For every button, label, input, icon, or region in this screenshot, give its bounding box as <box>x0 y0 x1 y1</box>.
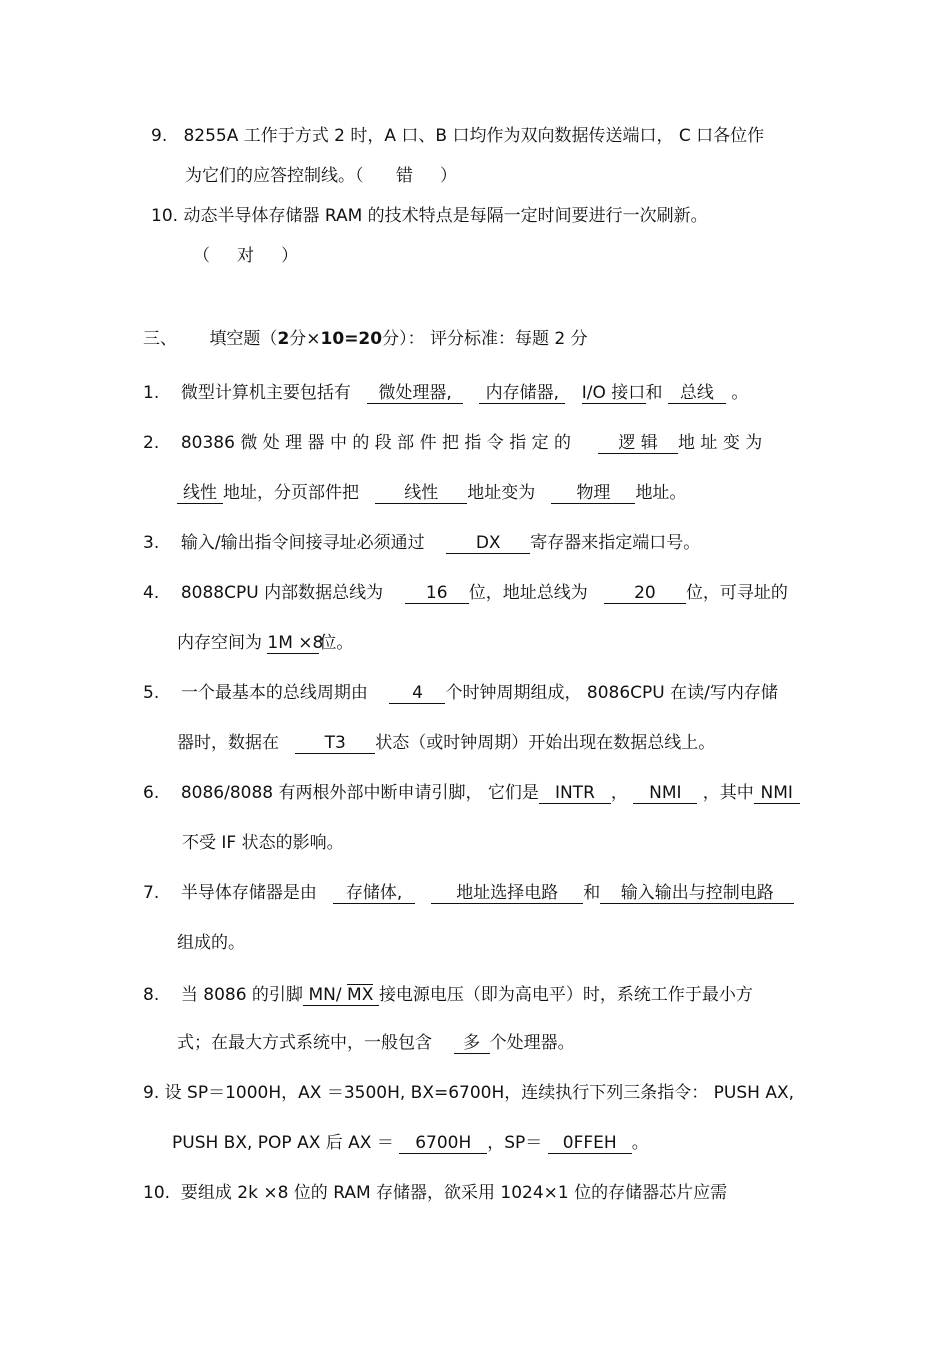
question-text: 位，地址总线为 <box>468 583 588 603</box>
fill-q7-line1 <box>143 882 794 904</box>
answer-blank: 内存储器, <box>479 383 565 404</box>
question-text: 和 <box>645 383 663 403</box>
tf-q9-line2 <box>185 165 457 187</box>
question-text: 位。 <box>319 633 354 653</box>
tf-q9-line1 <box>151 125 764 147</box>
question-number: 6. <box>143 783 160 803</box>
section-title: 分）： <box>382 329 425 349</box>
question-text: 式；在最大方式系统中，一般包含 <box>177 1033 432 1053</box>
fill-q4-line2 <box>177 632 353 654</box>
fill-q9-line1 <box>143 1082 794 1104</box>
question-text: 个处理器。 <box>489 1033 575 1053</box>
answer-blank: NMI <box>633 783 697 804</box>
answer-blank: 逻 辑 <box>598 433 678 454</box>
fill-q2-line1 <box>143 432 762 454</box>
question-text: 8088CPU 内部数据总线为 <box>180 583 384 603</box>
section-title: 分× <box>289 329 321 349</box>
question-text: 。 <box>631 1133 649 1153</box>
answer-blank: 总线 <box>668 383 726 404</box>
question-text: ， <box>610 783 628 803</box>
question-text: ，SP＝ <box>487 1133 543 1153</box>
answer-blank: 线性 <box>375 483 467 504</box>
fill-q6-line2 <box>182 832 344 854</box>
answer-blank: 地址选择电路 <box>431 883 583 904</box>
fill-q10-line1 <box>143 1182 727 1204</box>
question-text: 个时钟周期组成， 8086CPU 在读/写内存储 <box>445 683 778 703</box>
question-text: 一个最基本的总线周期由 <box>180 683 368 703</box>
question-number: 4. <box>143 583 160 603</box>
question-number: 10. <box>143 1183 171 1203</box>
question-text: 。 <box>731 383 749 403</box>
score: 2 <box>277 329 290 349</box>
question-text: ，其中 <box>702 783 754 803</box>
pin-mn: MN/ <box>308 985 348 1005</box>
question-text: 寄存器来指定端口号。 <box>530 533 701 553</box>
question-text: 和 <box>583 883 601 903</box>
fill-q7-line2 <box>177 932 245 954</box>
question-text: 微型计算机主要包括有 <box>180 383 351 403</box>
question-text: 8255A 工作于方式 2 时，A 口、B 口均作为双向数据传送端口， C 口各位作 <box>183 126 765 146</box>
question-text: 位，可寻址的 <box>685 583 788 603</box>
fill-q5-line1 <box>143 682 778 704</box>
question-number: 9. <box>143 1083 160 1103</box>
question-text: 设 SP＝1000H，AX ＝3500H, BX=6700H，连续执行下列三条指令： PUSH AX, <box>164 1083 795 1103</box>
fill-q1 <box>143 382 748 404</box>
question-text: 内存空间为 <box>177 633 262 653</box>
question-text: 地址，分页部件把 <box>223 483 359 503</box>
answer-blank: 16 <box>405 583 469 604</box>
section-heading <box>143 328 588 350</box>
question-number: 8. <box>143 985 160 1005</box>
paren: ） <box>439 166 457 186</box>
tf-q10-line1 <box>151 205 708 227</box>
question-text: 输入/输出指令间接寻址必须通过 <box>180 533 425 553</box>
tf-q10-line2 <box>193 245 298 267</box>
question-text: 地 址 变 为 <box>678 433 763 453</box>
answer: 错 <box>395 166 413 186</box>
question-text: PUSH BX, POP AX 后 AX ＝ <box>172 1133 394 1153</box>
question-text: 组成的。 <box>177 933 245 953</box>
question-number: 1. <box>143 383 160 403</box>
question-text: 不受 IF 状态的影响。 <box>182 833 344 853</box>
paren: ） <box>281 246 299 266</box>
question-text: 半导体存储器是由 <box>180 883 317 903</box>
fill-q9-line2 <box>172 1132 649 1154</box>
question-number: 10. <box>151 206 179 226</box>
paren: （ <box>193 246 210 266</box>
answer-blank: 0FFEH <box>548 1133 632 1154</box>
answer-blank: 6700H <box>399 1133 487 1154</box>
section-title: 填空题（ <box>209 329 278 349</box>
fill-q5-line2 <box>177 732 715 754</box>
answer-blank: NMI <box>754 783 800 804</box>
answer-blank: T3 <box>295 733 375 754</box>
answer-blank: 20 <box>604 583 686 604</box>
question-text: 当 8086 的引脚 <box>180 985 303 1005</box>
pin-mx-overbar: MX <box>347 985 374 1005</box>
question-text: 状态（或时钟周期）开始出现在数据总线上。 <box>375 733 716 753</box>
answer-blank: 多 <box>454 1033 490 1054</box>
answer-blank: 物理 <box>551 483 635 504</box>
fill-q8-line2 <box>177 1032 575 1054</box>
question-text: 为它们的应答控制线。（ <box>185 166 364 186</box>
answer-blank: 输入输出与控制电路 <box>600 883 794 904</box>
question-text: 8086/8088 有两根外部中断申请引脚， 它们是 <box>180 783 539 803</box>
fill-q2-line2 <box>177 482 686 504</box>
question-number: 5. <box>143 683 160 703</box>
answer-blank: 微处理器, <box>367 383 463 404</box>
question-text: 要组成 2k ×8 位的 RAM 存储器，欲采用 1024×1 位的存储器芯片应需 <box>180 1183 728 1203</box>
scoring-note: 评分标准：每题 2 分 <box>430 329 588 349</box>
question-number: 9. <box>151 126 168 146</box>
fill-q8-line1 <box>143 984 753 1006</box>
question-number: 7. <box>143 883 160 903</box>
score-total: 10=20 <box>320 329 383 349</box>
answer-blank: DX <box>446 533 530 554</box>
question-number: 3. <box>143 533 160 553</box>
question-text: 80386 微 处 理 器 中 的 段 部 件 把 指 令 指 定 的 <box>180 433 571 453</box>
answer: 对 <box>237 246 255 266</box>
question-text: 动态半导体存储器 RAM 的技术特点是每隔一定时间要进行一次刷新。 <box>183 206 708 226</box>
fill-q4-line1 <box>143 582 788 604</box>
pin-name <box>303 985 379 1006</box>
question-number: 2. <box>143 433 160 453</box>
answer-blank: INTR <box>539 783 611 804</box>
fill-q6-line1 <box>143 782 800 804</box>
question-text: 接电源电压（即为高电平）时，系统工作于最小方 <box>378 985 753 1005</box>
question-text: 器时，数据在 <box>177 733 279 753</box>
answer-blank: 4 <box>389 683 445 704</box>
answer-blank: 线性 <box>177 483 223 504</box>
answer-blank: 1M ×8 <box>267 633 324 653</box>
answer-blank: 存储体, <box>333 883 415 904</box>
question-text: 地址变为 <box>467 483 536 503</box>
answer-blank: I/O 接口 <box>581 383 646 403</box>
fill-q3 <box>143 532 700 554</box>
question-text: 地址。 <box>635 483 687 503</box>
section-number: 三、 <box>143 329 177 349</box>
